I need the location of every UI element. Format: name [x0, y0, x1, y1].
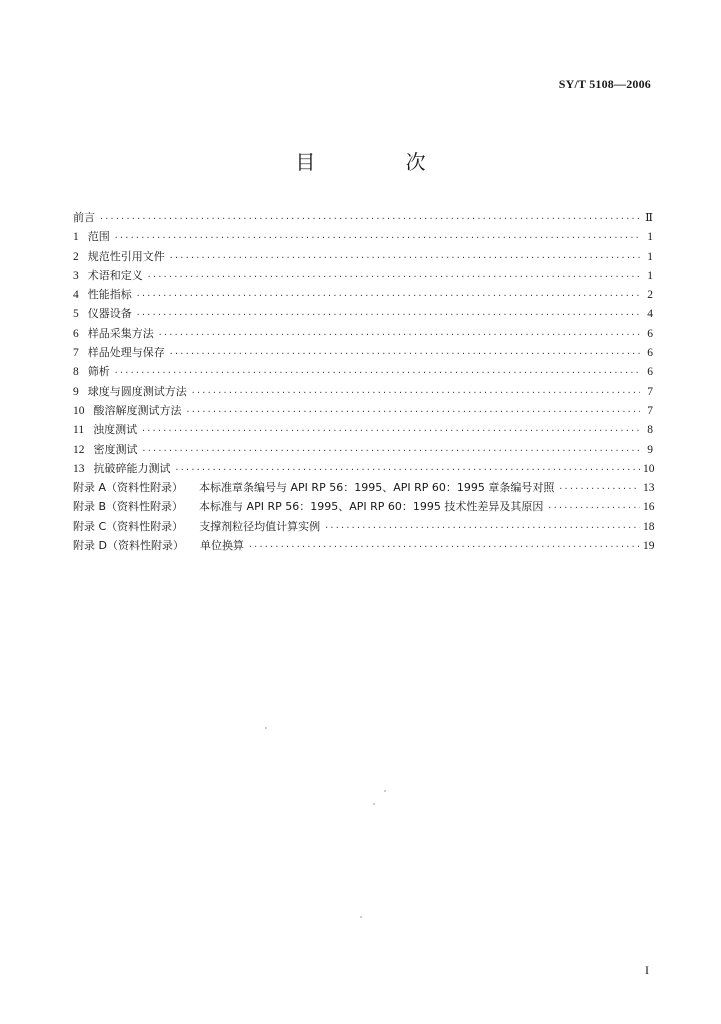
- toc-entry-page: 13: [643, 482, 655, 495]
- toc-leader-dots: [99, 209, 640, 228]
- toc-leader-dots: [186, 402, 641, 421]
- scan-speck: [265, 727, 267, 729]
- toc-entry[interactable]: [73, 208, 653, 227]
- toc-entry-label: 密度测试: [93, 442, 138, 456]
- toc-appendix-entry[interactable]: [73, 517, 653, 536]
- toc-entry-number: 1: [73, 231, 79, 244]
- toc-entry[interactable]: [73, 266, 653, 285]
- toc-entry-number: 12: [73, 443, 85, 456]
- toc-leader-dots: [191, 383, 640, 402]
- toc-leader-dots: [175, 460, 641, 479]
- toc-entry-page: 6: [647, 347, 653, 360]
- toc-leader-dots: [136, 305, 640, 324]
- appendix-tag: 附录 A（资料性附录）: [73, 481, 184, 495]
- toc-entry-label: 酸溶解度测试方法: [93, 403, 182, 417]
- toc-leader-dots: [324, 518, 640, 537]
- toc-entry-label: 浊度测试: [93, 423, 138, 437]
- toc-entry-label: 样品处理与保存: [87, 346, 165, 360]
- appendix-tag: 附录 C（资料性附录）: [73, 519, 184, 533]
- toc-leader-dots: [547, 498, 640, 517]
- toc-title: 目 次: [295, 150, 468, 174]
- toc-entry-page: 7: [647, 404, 653, 417]
- toc-list: [73, 208, 653, 555]
- toc-entry-page: 4: [647, 308, 653, 321]
- toc-entry-page: 1: [647, 269, 653, 282]
- toc-entry-number: 5: [73, 308, 79, 321]
- scan-speck: [360, 916, 362, 918]
- toc-entry-page: 1: [647, 250, 653, 263]
- toc-entry-page: 10: [643, 462, 655, 475]
- standard-number: SY/T 5108—2006: [558, 77, 651, 91]
- toc-entry-number: 11: [73, 424, 85, 437]
- toc-entry-page: 18: [643, 520, 655, 533]
- toc-entry-label: 本标准章条编号与 API RP 56：1995、API RP 60：1995 章条编号对照: [199, 481, 555, 495]
- toc-leader-dots: [169, 248, 640, 267]
- toc-entry[interactable]: [73, 247, 653, 266]
- toc-entry-number: 6: [73, 327, 79, 340]
- toc-entry-label: 样品采集方法: [87, 326, 154, 340]
- toc-leader-dots: [248, 537, 640, 556]
- page-number: I: [645, 963, 649, 977]
- toc-leader-dots: [158, 325, 640, 344]
- toc-appendix-entry[interactable]: [73, 497, 653, 516]
- toc-entry-number: 9: [73, 385, 79, 398]
- toc-entry-page: 7: [647, 385, 653, 398]
- scan-speck: [373, 803, 375, 805]
- toc-entry-page: 6: [647, 366, 653, 379]
- toc-entry-label: 筛析: [87, 365, 110, 379]
- toc-leader-dots: [558, 479, 640, 498]
- appendix-tag: 附录 D（资料性附录）: [73, 539, 184, 553]
- scan-speck: [384, 790, 386, 792]
- toc-entry[interactable]: [73, 382, 653, 401]
- toc-entry[interactable]: [73, 324, 653, 343]
- toc-entry[interactable]: [73, 362, 653, 381]
- toc-entry-page: 1: [647, 231, 653, 244]
- toc-leader-dots: [147, 267, 640, 286]
- toc-entry-number: 2: [73, 250, 79, 263]
- toc-entry-page: 6: [647, 327, 653, 340]
- toc-entry-label: 范围: [87, 230, 110, 244]
- toc-leader-dots: [114, 363, 640, 382]
- toc-entry-label: 本标准与 API RP 56：1995、API RP 60：1995 技术性差异及其原因: [199, 500, 544, 514]
- toc-entry-label: 性能指标: [87, 288, 132, 302]
- toc-entry[interactable]: [73, 304, 653, 323]
- toc-entry-number: 10: [73, 404, 85, 417]
- toc-entry-page: 9: [647, 443, 653, 456]
- toc-entry-label: 前言: [73, 211, 95, 224]
- toc-appendix-entry[interactable]: [73, 478, 653, 497]
- toc-entry[interactable]: [73, 459, 653, 478]
- toc-entry-label: 仪器设备: [87, 307, 132, 321]
- toc-entry[interactable]: [73, 285, 653, 304]
- toc-entry-label: 术语和定义: [87, 268, 143, 282]
- toc-entry-number: 4: [73, 289, 79, 302]
- toc-leader-dots: [169, 344, 640, 363]
- toc-leader-dots: [136, 286, 640, 305]
- toc-entry-label: 单位换算: [199, 539, 244, 553]
- toc-entry-page: Ⅱ: [645, 212, 653, 224]
- toc-leader-dots: [114, 228, 640, 247]
- toc-entry-number: 7: [73, 347, 79, 360]
- toc-entry-label: 抗破碎能力测试: [93, 461, 171, 475]
- toc-entry-page: 2: [647, 289, 653, 302]
- toc-entry-page: 19: [643, 540, 655, 553]
- toc-entry-page: 8: [647, 424, 653, 437]
- toc-leader-dots: [142, 441, 641, 460]
- toc-entry[interactable]: [73, 343, 653, 362]
- toc-entry-label: 规范性引用文件: [87, 249, 165, 263]
- appendix-tag: 附录 B（资料性附录）: [73, 500, 184, 514]
- toc-entry-number: 8: [73, 366, 79, 379]
- toc-entry[interactable]: [73, 420, 653, 439]
- toc-entry-label: 球度与圆度测试方法: [87, 384, 187, 398]
- toc-entry[interactable]: [73, 440, 653, 459]
- toc-entry[interactable]: [73, 227, 653, 246]
- toc-appendix-entry[interactable]: [73, 536, 653, 555]
- toc-entry-number: 3: [73, 269, 79, 282]
- toc-entry-page: 16: [643, 501, 655, 514]
- toc-leader-dots: [141, 421, 640, 440]
- toc-entry-label: 支撑剂粒径均值计算实例: [199, 519, 321, 533]
- toc-entry-number: 13: [73, 462, 85, 475]
- toc-entry[interactable]: [73, 401, 653, 420]
